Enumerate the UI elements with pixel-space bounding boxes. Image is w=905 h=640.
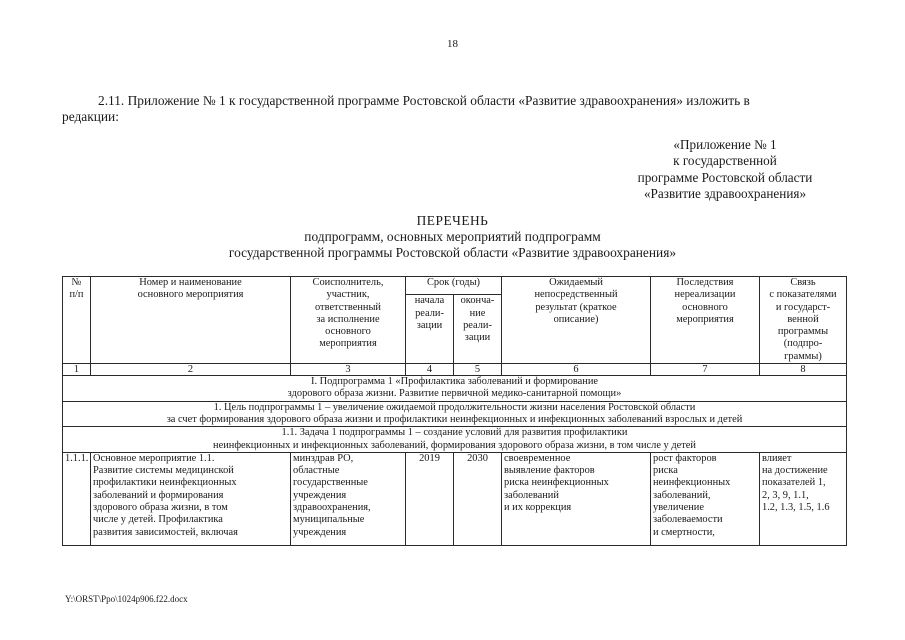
section-text: I. Подпрограмма 1 «Профилактика заболеваний и формирование	[310, 376, 599, 388]
document-title	[150, 213, 755, 261]
cell-text: увеличение	[653, 502, 704, 514]
cell-text: показателей 1,	[762, 477, 826, 489]
cell-text: и их коррекция	[504, 502, 572, 514]
section-text: за счет формирования здорового образа жизни и профилактики неинфекционных и инфекционных заболеваний взрослых и детей	[166, 413, 743, 425]
column-number: 3	[291, 364, 406, 376]
header-text: Номер и наименование	[139, 277, 242, 288]
table-row	[63, 452, 847, 545]
footer-file-path: Y:\ORST\Ppo\1024p906.f22.docx	[65, 594, 188, 604]
cell-text: заболеваемости	[653, 514, 723, 526]
header-text: зации	[416, 319, 443, 331]
title-sub-1: подпрограмм, основных мероприятий подпрограмм	[304, 229, 601, 244]
cell-result	[502, 452, 651, 545]
cell-text: государственные	[293, 477, 368, 489]
cell-text: профилактики неинфекционных	[93, 477, 237, 489]
header-text: реали-	[463, 319, 492, 331]
header-text: мероприятия	[676, 313, 734, 325]
intro-line-2: редакции:	[62, 109, 119, 124]
header-text: (подпро-	[783, 338, 823, 350]
header-text: основного	[325, 326, 371, 338]
header-text: и государст-	[775, 301, 831, 313]
header-text: начала	[414, 295, 445, 307]
header-text: Ожидаемый	[549, 277, 603, 288]
header-text: п/п	[69, 289, 84, 301]
intro-paragraph	[62, 93, 852, 125]
cell-text: риска неинфекционных	[504, 477, 609, 489]
header-text: описание)	[553, 313, 599, 325]
cell-start: 2019	[406, 452, 454, 545]
header-text: Последствия	[676, 277, 734, 288]
programs-table	[62, 276, 847, 546]
section-cell	[63, 401, 847, 427]
section-cell	[63, 376, 847, 402]
appendix-line: к государственной	[673, 153, 777, 169]
column-number: 2	[91, 364, 291, 376]
header-text: с показателями	[769, 289, 837, 301]
cell-text: риска	[653, 465, 678, 477]
section-row-task	[63, 427, 847, 453]
header-text: №	[71, 277, 82, 288]
page-number: 18	[447, 38, 458, 50]
header-text: Связь	[790, 277, 816, 288]
cell-text: заболеваний,	[653, 489, 711, 501]
column-number: 5	[454, 364, 502, 376]
column-number: 6	[502, 364, 651, 376]
appendix-header	[620, 137, 830, 203]
section-cell	[63, 427, 847, 453]
column-number: 8	[760, 364, 847, 376]
header-text: реали-	[415, 307, 444, 319]
cell-text: учреждения	[293, 489, 347, 501]
cell-text: неинфекционных	[653, 477, 731, 489]
cell-text: выявление факторов	[504, 465, 595, 477]
cell-text: и смертности,	[653, 526, 715, 538]
cell-text: здорового образа жизни, в том	[93, 502, 228, 514]
section-row-subprogram	[63, 376, 847, 402]
section-text: здорового образа жизни. Развитие первичной медико-санитарной помощи»	[287, 388, 622, 400]
header-text: венной	[787, 313, 819, 325]
cell-text: заболеваний и формирования	[93, 489, 224, 501]
section-text: 1.1. Задача 1 подпрограммы 1 – создание условий для развития профилактики	[281, 427, 628, 439]
title-sub-2: государственной программы Ростовской области «Развитие здравоохранения»	[228, 245, 677, 260]
header-coexecutor	[291, 277, 406, 364]
section-text: неинфекционных и инфекционных заболеваний, формирования здорового образа жизни, в том числе у детей	[213, 439, 696, 451]
header-text: оконча-	[460, 295, 495, 307]
intro-line-1: 2.11. Приложение № 1 к государственной программе Ростовской области «Развитие здравоохранения» изложить в	[98, 93, 750, 108]
cell-text: заболеваний	[504, 489, 559, 501]
header-result	[502, 277, 651, 364]
section-row-goal	[63, 401, 847, 427]
table-header-row	[63, 277, 847, 295]
header-name	[91, 277, 291, 364]
cell-link	[760, 452, 847, 545]
title-main: ПЕРЕЧЕНЬ	[416, 213, 489, 228]
cell-name	[91, 452, 291, 545]
header-text: граммы)	[784, 350, 822, 362]
column-number: 7	[651, 364, 760, 376]
column-number: 1	[63, 364, 91, 376]
cell-text: муниципальные	[293, 514, 365, 526]
appendix-line: «Развитие здравоохранения»	[643, 186, 807, 202]
cell-text: своевременное	[504, 452, 571, 464]
cell-text: здравоохранения,	[293, 502, 371, 514]
cell-text: Развитие системы медицинской	[93, 465, 234, 477]
section-text: 1. Цель подпрограммы 1 – увеличение ожидаемой продолжительности жизни населения Ростовской области	[213, 401, 696, 413]
column-number-row	[63, 364, 847, 376]
column-number: 4	[406, 364, 454, 376]
cell-consequences	[651, 452, 760, 545]
header-text: за исполнение	[316, 313, 380, 325]
header-text: ние	[469, 307, 486, 319]
header-text: непосредственный	[534, 289, 618, 301]
cell-text: 1.2, 1.3, 1.5, 1.6	[762, 502, 830, 514]
cell-coexecutor	[291, 452, 406, 545]
cell-text: развития зависимостей, включая	[93, 526, 238, 538]
header-text: ответственный	[315, 301, 381, 313]
cell-text: областные	[293, 465, 340, 477]
cell-num: 1.1.1.	[63, 452, 91, 545]
header-text: Соисполнитель,	[312, 277, 384, 288]
header-start	[406, 295, 454, 364]
appendix-line: «Приложение № 1	[673, 137, 777, 152]
cell-text: 2, 3, 9, 1.1,	[762, 489, 809, 501]
header-end	[454, 295, 502, 364]
header-text: основного	[682, 301, 728, 313]
header-text: участник,	[326, 289, 370, 301]
header-text: основного мероприятия	[137, 289, 244, 301]
header-consequences	[651, 277, 760, 364]
cell-text: рост факторов	[653, 452, 717, 464]
header-text: мероприятия	[319, 338, 377, 350]
header-text: нереализации	[674, 289, 736, 301]
header-num	[63, 277, 91, 364]
cell-text: на достижение	[762, 465, 828, 477]
header-link	[760, 277, 847, 364]
appendix-line: программе Ростовской области	[637, 169, 813, 185]
cell-text: учреждения	[293, 526, 347, 538]
cell-text: Основное мероприятие 1.1.	[93, 452, 215, 464]
cell-text: числе у детей. Профилактика	[93, 514, 223, 526]
header-text: программы	[777, 326, 829, 338]
header-term: Срок (годы)	[406, 277, 502, 295]
cell-text: минздрав РО,	[293, 452, 354, 464]
cell-text: влияет	[762, 452, 792, 464]
cell-end: 2030	[454, 452, 502, 545]
header-text: результат (краткое	[535, 301, 617, 313]
header-text: зации	[464, 332, 491, 344]
